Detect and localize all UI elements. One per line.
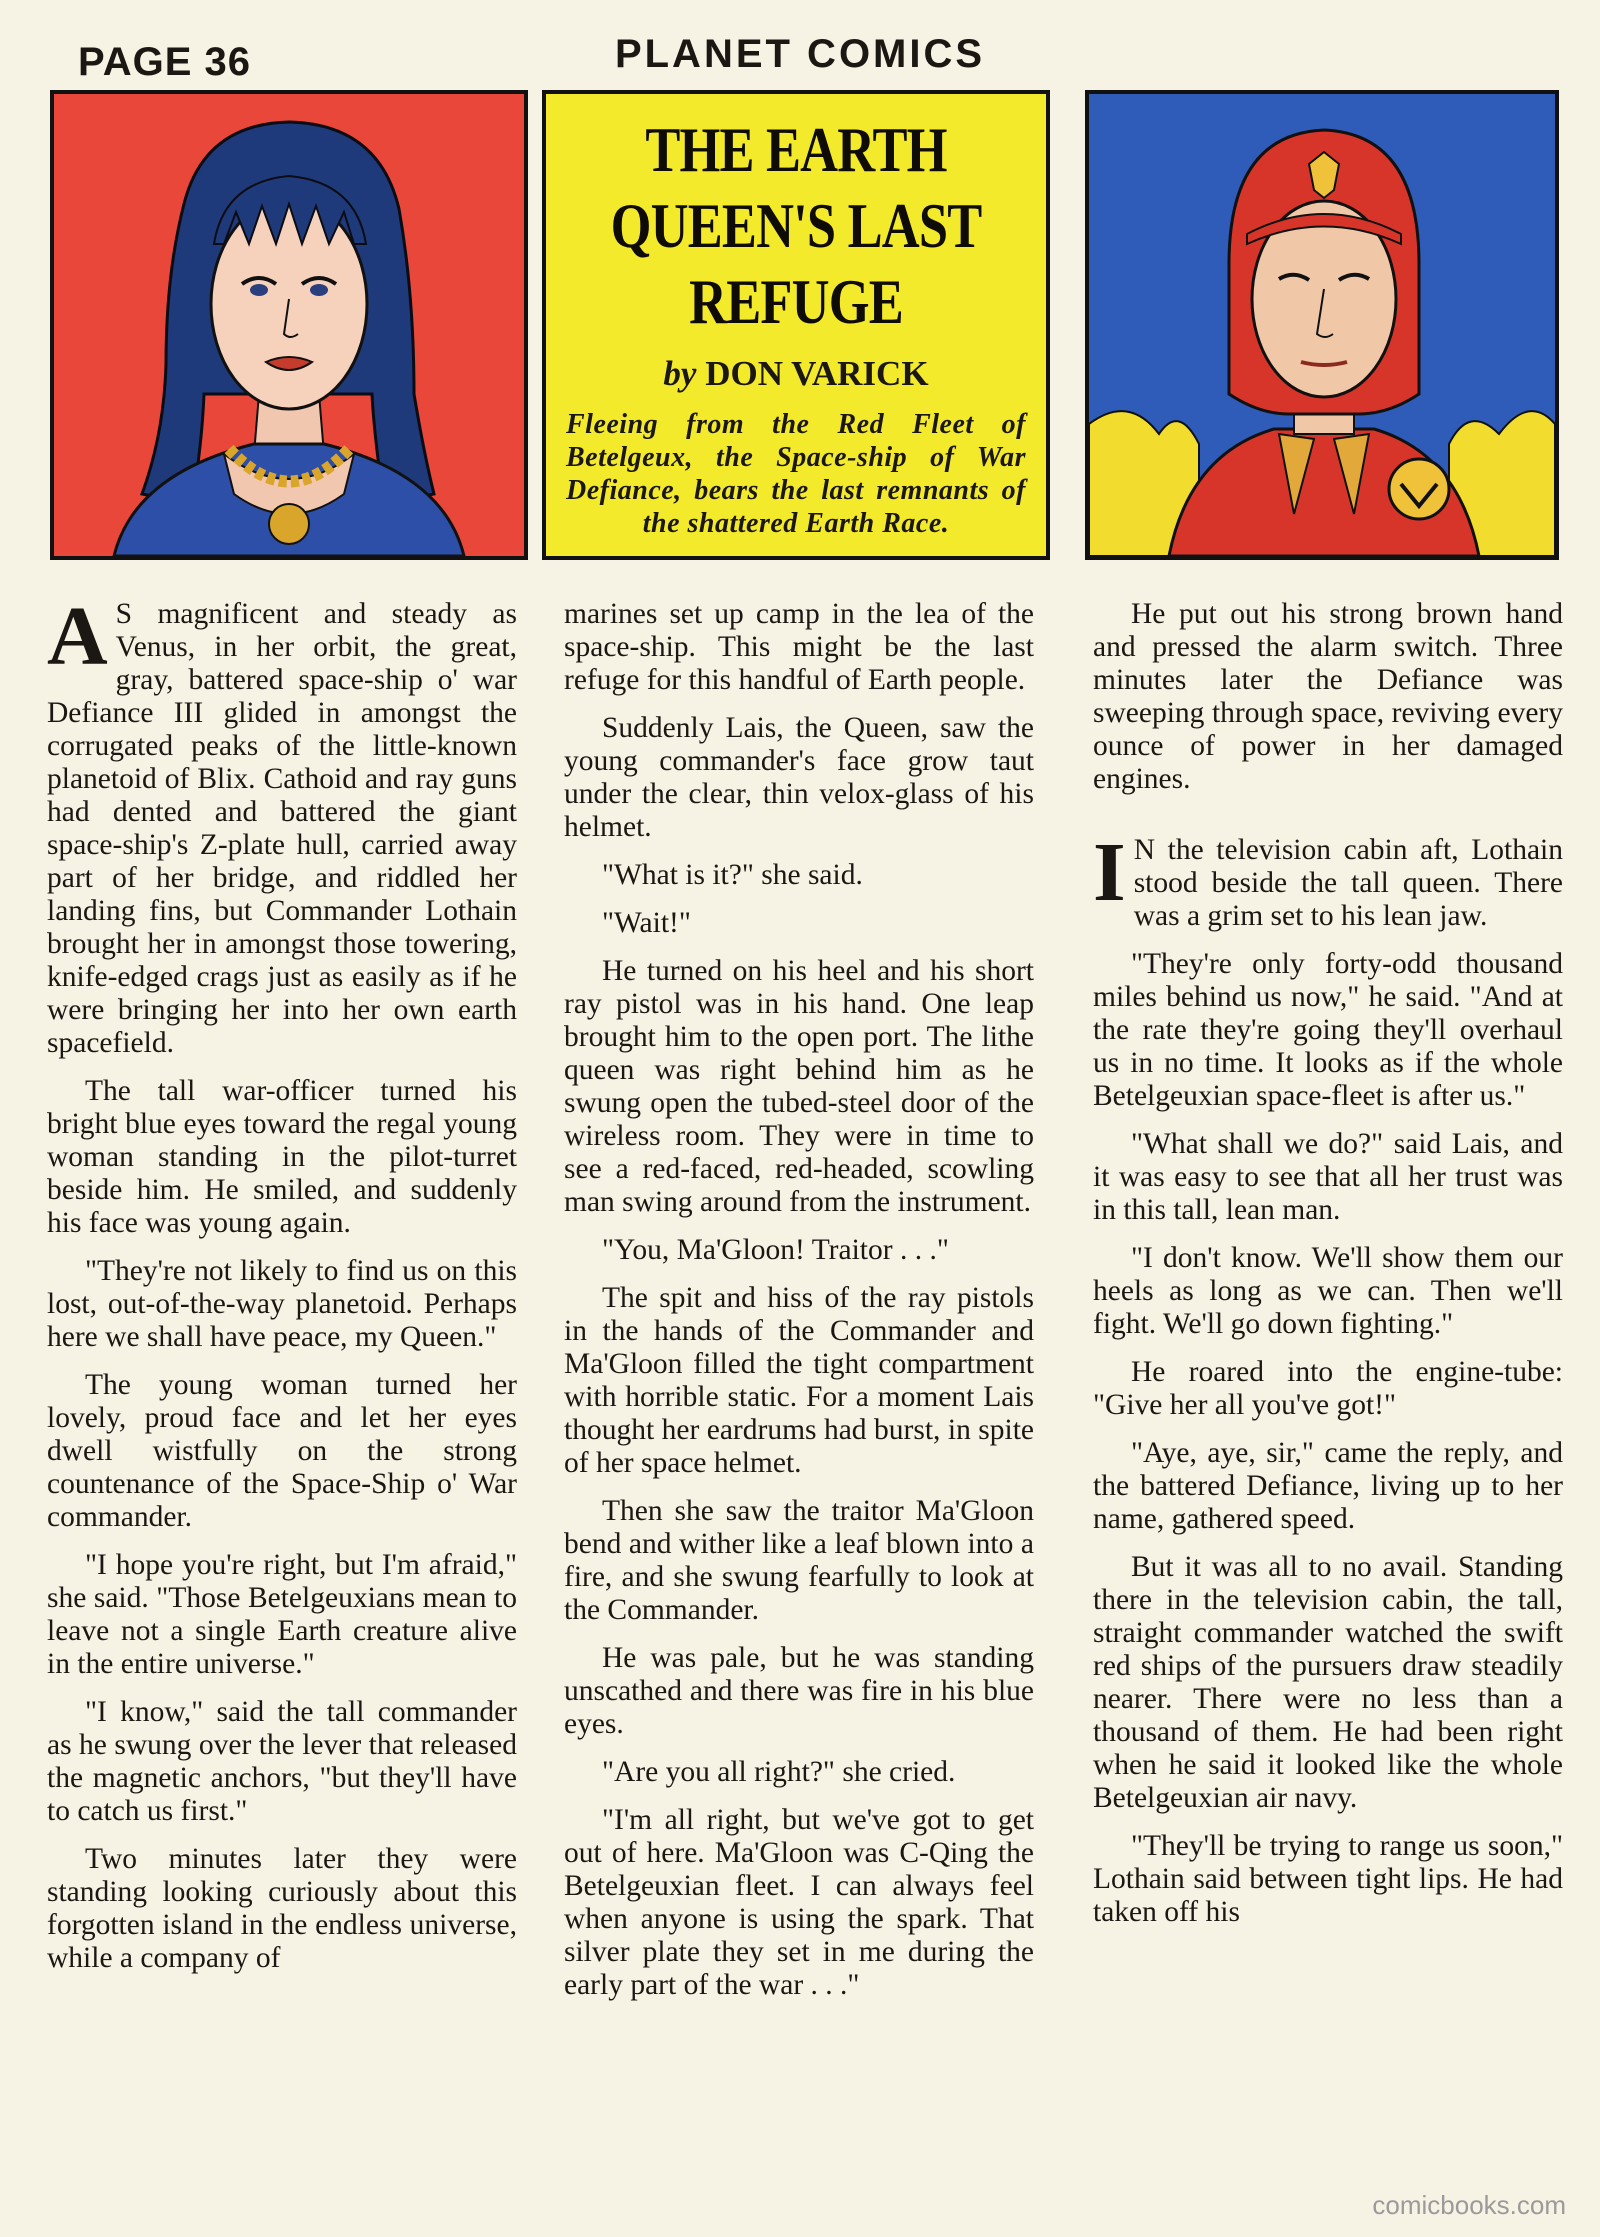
paragraph: The tall war-officer turned his bright blue eyes toward the regal young woman standing in the pilot-turret beside him. He smiled, and suddenly his face was young again. — [47, 1075, 517, 1239]
paragraph: "I'm all right, but we've got to get out of here. Ma'Gloon was C-Qing the Betelgeuxian fleet. I can always feel when anyone is using the spark. That silver plate they set in me during the early part of the war . . ." — [564, 1804, 1034, 2001]
paragraph: He put out his strong brown hand and pressed the alarm switch. Three minutes later the Defiance was sweeping through space, reviving every ounce of power in her damaged engines. — [1093, 598, 1563, 795]
paragraph: "I hope you're right, but I'm afraid," she said. "Those Betelgeuxians mean to leave not a single Earth creature alive in the entire universe." — [47, 1549, 517, 1680]
text-column-2 — [564, 598, 1034, 2017]
commander-portrait-panel — [1085, 90, 1559, 560]
text-column-1 — [47, 590, 517, 1990]
text-column-3 — [1093, 598, 1563, 1944]
author-name: DON VARICK — [705, 354, 929, 393]
watermark: comicbooks.com — [1372, 2190, 1566, 2220]
page-number: PAGE 36 — [78, 40, 251, 84]
paragraph: "Are you all right?" she cried. — [602, 1756, 956, 1788]
commander-portrait-illustration — [1089, 94, 1555, 556]
paragraph: Suddenly Lais, the Queen, saw the young commander's face grow taut under the clear, thin velox-glass of his helmet. — [564, 712, 1034, 843]
story-blurb: Fleeing from the Red Fleet of Betelgeux, the Space-ship of War Defiance, bears the last remnants of the shattered Earth Race. — [566, 409, 1026, 539]
magazine-title: PLANET COMICS — [614, 32, 986, 76]
paragraph-text: S magnificent and steady as Venus, in her orbit, the great, gray, battered space-ship o' war Defiance III glided in amongst the corrugated peaks of the little-known planetoid of Blix. Cathoid and ray guns had dented and battered the giant space-ship's Z-plate hull, carried away part of her bridge, and riddled her landing fins, but Commander Lothain brought her in amongst those towering, knife-edged crags just as easily as if he were bringing her into her own earth spacefield. — [47, 598, 517, 1059]
paragraph: "What shall we do?" said Lais, and it was easy to see that all her trust was in this tall, lean man. — [1093, 1128, 1563, 1226]
paragraph — [1093, 826, 1563, 933]
byline-by: by — [663, 354, 697, 393]
paragraph: The spit and hiss of the ray pistols in the hands of the Commander and Ma'Gloon filled the tight compartment with horrible static. For a moment Lais thought her eardrums had burst, in spite of her space helmet. — [564, 1282, 1034, 1479]
byline — [566, 354, 1026, 394]
paragraph: "They're only forty-odd thousand miles behind us now," he said. "And at the rate they're going they'll overhaul us in no time. It looks as if the whole Betelgeuxian space-fleet is after us." — [1093, 948, 1563, 1112]
story-title: THE EARTH QUEEN'S LAST REFUGE — [610, 114, 982, 337]
queen-portrait-illustration — [54, 94, 524, 556]
paragraph: "They'll be trying to range us soon," Lothain said between tight lips. He had taken off his — [1093, 1830, 1563, 1928]
paragraph: He was pale, but he was standing unscathed and there was fire in his blue eyes. — [564, 1642, 1034, 1740]
story-title-panel — [542, 90, 1050, 560]
paragraph: marines set up camp in the lea of the space-ship. This might be the last refuge for this handful of Earth people. — [564, 598, 1034, 696]
queen-portrait-panel — [50, 90, 528, 560]
drop-cap: I — [1093, 826, 1126, 919]
paragraph: The young woman turned her lovely, proud face and let her eyes dwell wistfully on the strong countenance of the Space-Ship o' War commander. — [47, 1369, 517, 1533]
paragraph: "They're not likely to find us on this lost, out-of-the-way planetoid. Perhaps here we shall have peace, my Queen." — [47, 1255, 517, 1353]
paragraph: "You, Ma'Gloon! Traitor . . ." — [602, 1234, 949, 1266]
paragraph: He roared into the engine-tube: "Give her all you've got!" — [1093, 1356, 1563, 1421]
paragraph: He turned on his heel and his short ray pistol was in his hand. One leap brought him to the open port. The lithe queen was right behind him as he swung open the tubed-steel door of the wireless room. They were in time to see a red-faced, red-headed, scowling man swing around from the instrument. — [564, 955, 1034, 1218]
paragraph: "What is it?" she said. — [602, 859, 863, 891]
paragraph: Then she saw the traitor Ma'Gloon bend and wither like a leaf blown into a fire, and she swung fearfully to look at the Commander. — [564, 1495, 1034, 1626]
paragraph — [47, 590, 517, 1060]
paragraph: "Aye, aye, sir," came the reply, and the battered Defiance, living up to her name, gathered speed. — [1093, 1437, 1563, 1535]
paragraph: Two minutes later they were standing looking curiously about this forgotten island in the endless universe, while a company of — [47, 1843, 517, 1974]
paragraph: But it was all to no avail. Standing there in the television cabin, the tall, straight commander watched the swift red ships of the pursuers draw steadily nearer. There were no less than a thousand of them. He had been right when he said it looked like the whole Betelgeuxian air navy. — [1093, 1551, 1563, 1814]
paragraph-text: N the television cabin aft, Lothain stood beside the tall queen. There was a grim set to his lean jaw. — [1133, 834, 1563, 932]
drop-cap: A — [47, 590, 108, 683]
paragraph: "I don't know. We'll show them our heels as long as we can. Then we'll fight. We'll go down fighting." — [1093, 1242, 1563, 1340]
paragraph: "I know," said the tall commander as he swung over the lever that released the magnetic anchors, "but they'll have to catch us first." — [47, 1696, 517, 1827]
paragraph: "Wait!" — [602, 907, 691, 939]
